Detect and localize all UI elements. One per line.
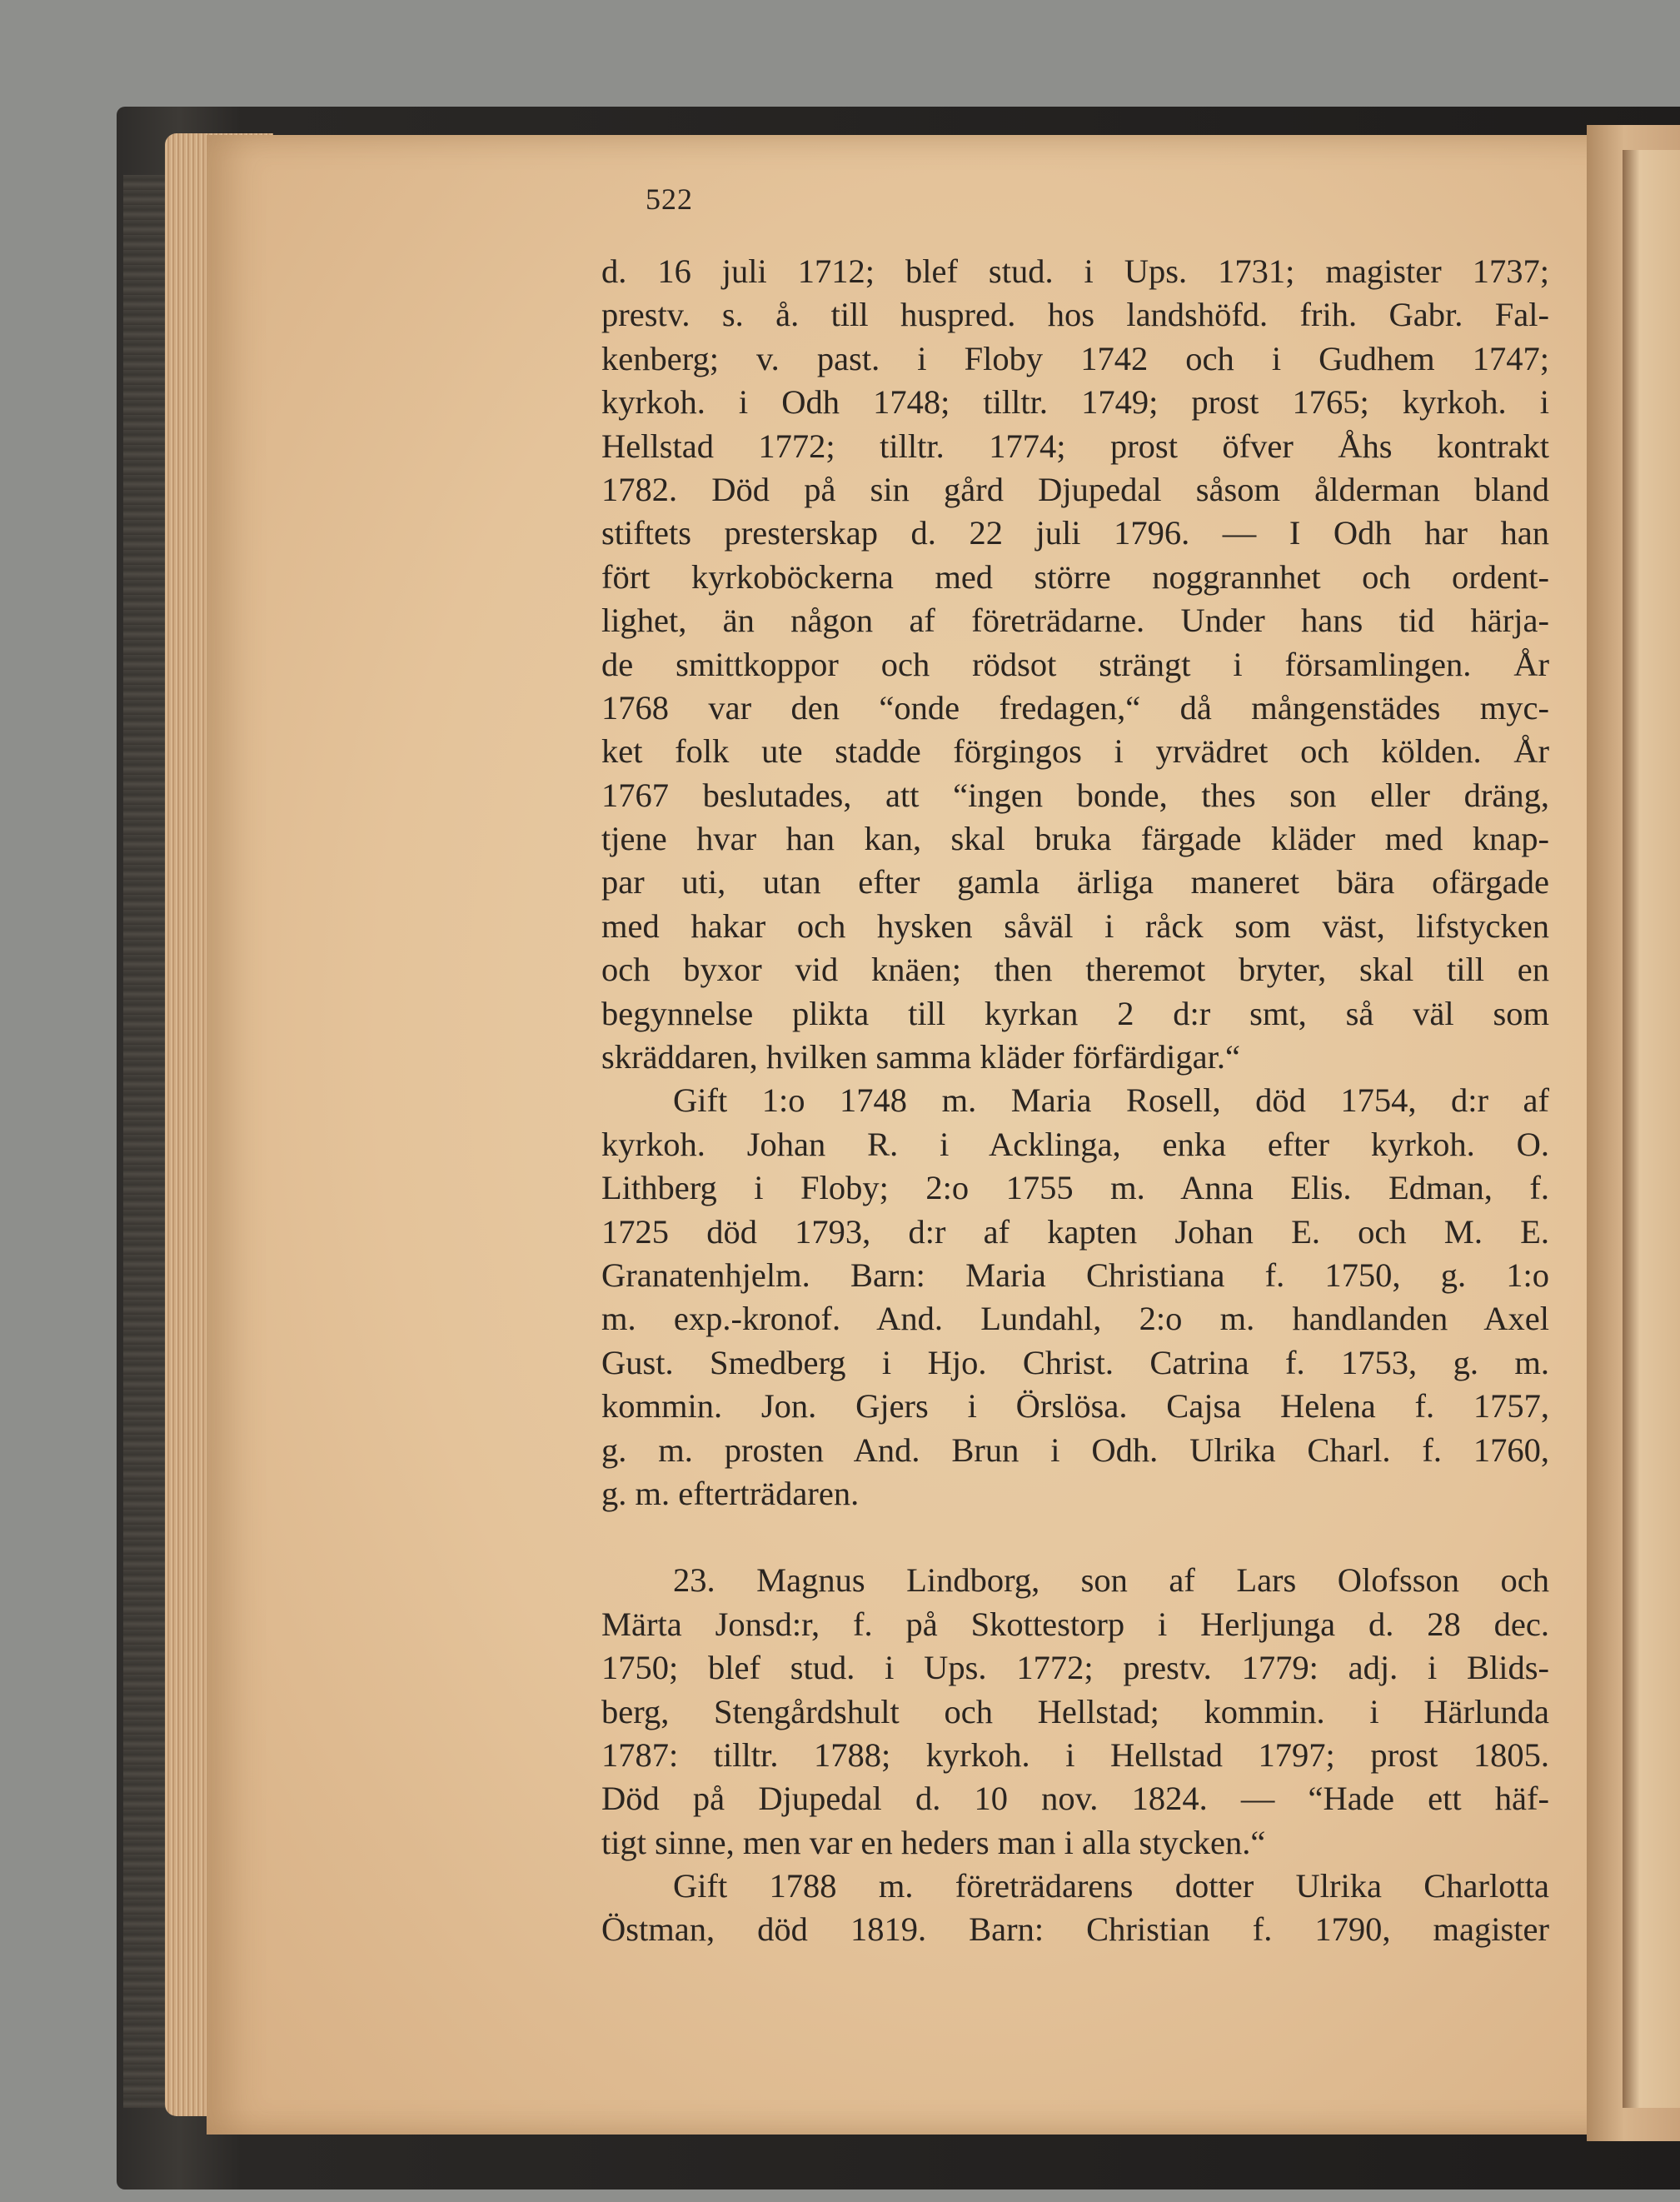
text-line: g. m. prosten And. Brun i Odh. Ulrika Charl. f. 1760, (601, 1431, 1549, 1469)
text-line: skräddaren, hvilken samma kläder förfärdigar.“ (601, 1038, 1240, 1076)
text-line: kommin. Jon. Gjers i Örslösa. Cajsa Helena f. 1757, (601, 1387, 1549, 1426)
paragraph-gap (601, 1515, 1549, 1559)
text-line: Hellstad 1772; tilltr. 1774; prost öfver Åhs kontrakt (601, 427, 1549, 465)
page-number: 522 (646, 182, 693, 216)
text-line: kyrkoh. i Odh 1748; tilltr. 1749; prost 1765; kyrkoh. i (601, 383, 1549, 422)
text-line: Död på Djupedal d. 10 nov. 1824. — “Hade ett häf- (601, 1780, 1549, 1818)
text-line: berg, Stengårdshult och Hellstad; kommin. i Härlunda (601, 1692, 1549, 1730)
text-line: lighet, än någon af företrädarne. Under hans tid härja- (601, 602, 1549, 640)
text-line: 1767 beslutades, att “ingen bonde, thes son eller dräng, (601, 776, 1549, 814)
text-line: 1787: tilltr. 1788; kyrkoh. i Hellstad 1797; prost 1805. (601, 1735, 1549, 1774)
text-line: 1750; blef stud. i Ups. 1772; prestv. 1779: adj. i Blids- (601, 1649, 1549, 1687)
text-line: 1725 död 1793, d:r af kapten Johan E. och M. E. (601, 1212, 1549, 1251)
text-line: begynnelse plikta till kyrkan 2 d:r smt, så väl som (601, 994, 1549, 1032)
text-line: de smittkoppor och rödsot strängt i församlingen. År (601, 645, 1549, 683)
text-line: Östman, död 1819. Barn: Christian f. 1790, magister (601, 1910, 1549, 1949)
text-line: med hakar och hysken såväl i råck som väst, lifstycken (601, 906, 1549, 945)
text-line: d. 16 juli 1712; blef stud. i Ups. 1731; magister 1737; (601, 252, 1549, 290)
text-line: stiftets presterskap d. 22 juli 1796. — I Odh har han (601, 514, 1549, 552)
text-line: Granatenhjelm. Barn: Maria Christiana f. 1750, g. 1:o (601, 1256, 1549, 1294)
text-line: Lithberg i Floby; 2:o 1755 m. Anna Elis. Edman, f. (601, 1169, 1549, 1207)
text-line: m. exp.-kronof. And. Lundahl, 2:o m. handlanden Axel (601, 1300, 1549, 1338)
facing-page-edge (1623, 150, 1680, 2108)
page-text (601, 250, 1549, 1952)
text-line: 1768 var den “onde fredagen,“ då mångenstädes myc- (601, 688, 1549, 727)
text-line: 23. Magnus Lindborg, son af Lars Olofsson och (673, 1561, 1549, 1600)
text-line: tjene hvar han kan, skal bruka färgade kläder med knap- (601, 820, 1549, 858)
text-line: Gust. Smedberg i Hjo. Christ. Catrina f. 1753, g. m. (601, 1343, 1549, 1381)
text-line: prestv. s. å. till huspred. hos landshöfd. frih. Gabr. Fal- (601, 296, 1549, 334)
text-line: ket folk ute stadde förgingos i yrvädret och kölden. År (601, 732, 1549, 771)
text-line: fört kyrkoböckerna med större noggrannhet och ordent- (601, 557, 1549, 596)
text-line: kenberg; v. past. i Floby 1742 och i Gudhem 1747; (601, 339, 1549, 377)
text-line: kyrkoh. Johan R. i Acklinga, enka efter kyrkoh. O. (601, 1125, 1549, 1163)
text-line: Gift 1:o 1748 m. Maria Rosell, död 1754, d:r af (673, 1081, 1549, 1120)
text-line: och byxor vid knäen; then theremot bryter, skal till en (601, 951, 1549, 989)
text-line: par uti, utan efter gamla ärliga maneret bära ofärgade (601, 863, 1549, 901)
text-line: tigt sinne, men var en heders man i alla stycken.“ (601, 1823, 1266, 1861)
text-line: Gift 1788 m. företrädarens dotter Ulrika Charlotta (673, 1867, 1549, 1905)
text-line: 1782. Död på sin gård Djupedal såsom ålderman bland (601, 470, 1549, 508)
text-line: Märta Jonsd:r, f. på Skottestorp i Herljunga d. 28 dec. (601, 1605, 1549, 1643)
text-line: g. m. efterträdaren. (601, 1474, 860, 1512)
